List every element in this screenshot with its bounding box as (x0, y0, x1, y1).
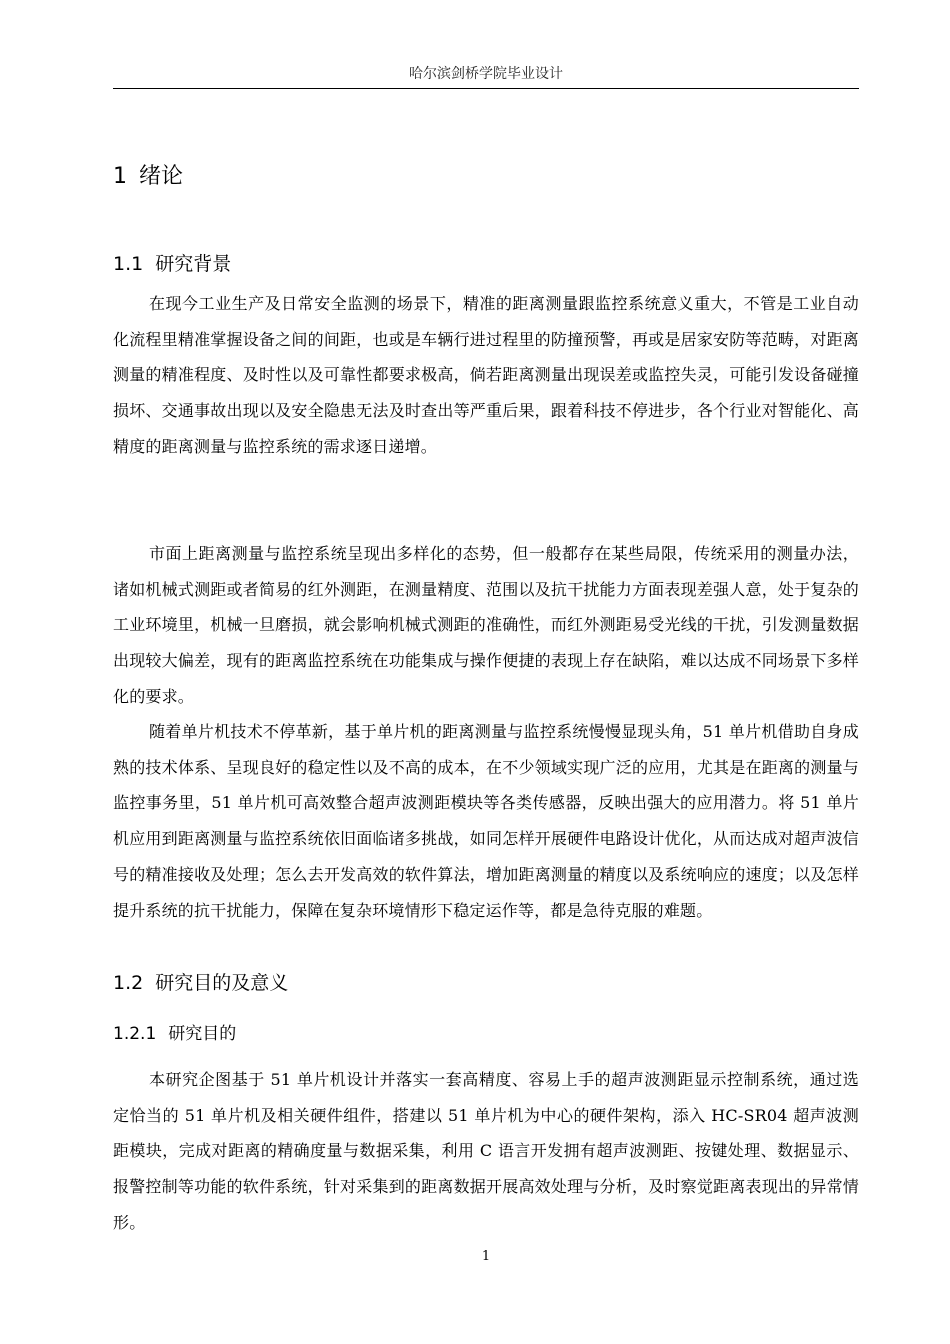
section-title: 研究背景 (155, 253, 232, 275)
running-header: 哈尔滨剑桥学院毕业设计 (409, 66, 563, 82)
section-number: 1.2 (113, 972, 144, 994)
subsection-title: 研究目的 (168, 1024, 237, 1044)
section-title: 研究目的及意义 (155, 972, 289, 994)
section-heading-1-2 (113, 968, 288, 998)
page-number: 1 (481, 1249, 491, 1264)
chapter-title-text: 绪论 (139, 164, 184, 189)
paragraph-background-3: 随着单片机技术不停革新，基于单片机的距离测量与监控系统慢慢显现头角，51 单片机借助自身成熟的技术体系、呈现良好的稳定性以及不高的成本，在不少领域实现广泛的应用，尤其是在距离的测量与监控事务里，51 单片机可高效整合超声波测距模块等各类传感器，反映出强大的应用潜力。将 51 单片机应用到距离测量与监控系统依旧面临诸多挑战，如同怎样开展硬件电路设计优化，从而达成对超声波信号的精准接收及处理；怎么去开发高效的软件算法，增加距离测量的精度以及系统响应的速度；以及怎样提升系统的抗干扰能力，保障在复杂环境情形下稳定运作等，都是急待克服的难题。 (113, 722, 859, 920)
section-number: 1.1 (113, 253, 144, 275)
chapter-title (113, 160, 183, 194)
subsection-heading-1-2-1 (113, 1020, 236, 1048)
section-heading-1-1 (113, 249, 231, 279)
paragraph-purpose-1: 本研究企图基于 51 单片机设计并落实一套高精度、容易上手的超声波测距显示控制系统，通过选定恰当的 51 单片机及相关硬件组件，搭建以 51 单片机为中心的硬件架构，添入 HC-SR04 超声波测距模块，完成对距离的精确度量与数据采集，利用 C 语言开发拥有超声波测距、按键处理、数据显示、报警控制等功能的软件系统，针对采集到的距离数据开展高效处理与分析，及时察觉距离表现出的异常情形。 (113, 1070, 859, 1232)
chapter-number: 1 (113, 164, 127, 189)
paragraph-background-2: 市面上距离测量与监控系统呈现出多样化的态势，但一般都存在某些局限，传统采用的测量办法，诸如机械式测距或者简易的红外测距，在测量精度、范围以及抗干扰能力方面表现差强人意，处于复杂的工业环境里，机械一旦磨损，就会影响机械式测距的准确性，而红外测距易受光线的干扰，引发测量数据出现较大偏差，现有的距离监控系统在功能集成与操作便捷的表现上存在缺陷，难以达成不同场景下多样化的要求。 (113, 544, 859, 706)
header-divider (113, 88, 859, 89)
paragraph-background-1: 在现今工业生产及日常安全监测的场景下，精准的距离测量跟监控系统意义重大，不管是工业自动化流程里精准掌握设备之间的间距，也或是车辆行进过程里的防撞预警，再或是居家安防等范畴，对距离测量的精准程度、及时性以及可靠性都要求极高，倘若距离测量出现误差或监控失灵，可能引发设备碰撞损坏、交通事故出现以及安全隐患无法及时查出等严重后果，跟着科技不停进步，各个行业对智能化、高精度的距离测量与监控系统的需求逐日递增。 (113, 294, 859, 456)
subsection-number: 1.2.1 (113, 1024, 157, 1044)
